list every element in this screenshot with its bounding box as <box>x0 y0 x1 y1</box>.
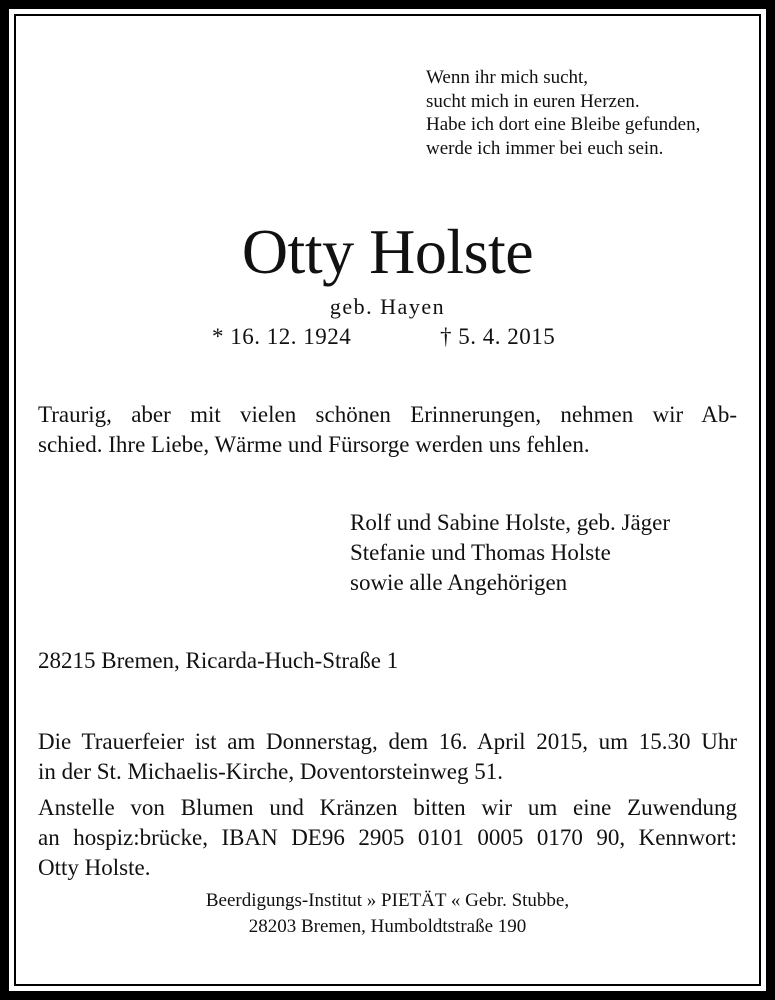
donation-line: an hospiz:brücke, IBAN DE96 2905 0101 0005 0170 90, Kennwort: <box>38 825 737 850</box>
family-address: 28215 Bremen, Ricarda-Huch-Straße 1 <box>38 648 399 673</box>
farewell-text <box>38 400 737 460</box>
service-line: in der St. Michaelis-Kirche, Doventorsteinweg 51. <box>38 759 503 784</box>
birth-date: * 16. 12. 1924 <box>212 324 352 349</box>
poem-line: Wenn ihr mich sucht, <box>426 67 589 88</box>
undertaker-line: Beerdigungs-Institut » PIETÄT « Gebr. Stubbe, <box>205 890 570 911</box>
birth-name: geb. Hayen <box>329 294 446 319</box>
donation-info <box>38 793 737 883</box>
poem-line: sucht mich in euren Herzen. <box>426 90 640 112</box>
service-line: Die Trauerfeier ist am Donnerstag, dem 16. April 2015, um 15.30 Uhr <box>38 729 737 754</box>
donation-line: Anstelle von Blumen und Kränzen bitten wir um eine Zuwendung <box>38 795 737 820</box>
deceased-name: Otty Holste <box>241 216 534 287</box>
service-info <box>38 727 737 787</box>
undertaker-info <box>0 888 775 940</box>
family-line: sowie alle Angehörigen <box>350 570 568 595</box>
family-line: Rolf und Sabine Holste, geb. Jäger <box>350 510 671 535</box>
family-line: Stefanie und Thomas Holste <box>350 540 611 565</box>
poem <box>426 66 700 160</box>
death-date: † 5. 4. 2015 <box>440 324 556 349</box>
family-signatures <box>350 508 670 598</box>
poem-line: Habe ich dort eine Bleibe gefunden, <box>426 114 701 135</box>
farewell-line: Traurig, aber mit vielen schönen Erinnerungen, nehmen wir Ab- <box>38 402 737 427</box>
undertaker-line: 28203 Bremen, Humboldtstraße 190 <box>248 916 527 937</box>
poem-line: werde ich immer bei euch sein. <box>426 137 664 159</box>
farewell-line: schied. Ihre Liebe, Wärme und Fürsorge werden uns fehlen. <box>38 432 590 457</box>
donation-line: Otty Holste. <box>38 855 151 880</box>
